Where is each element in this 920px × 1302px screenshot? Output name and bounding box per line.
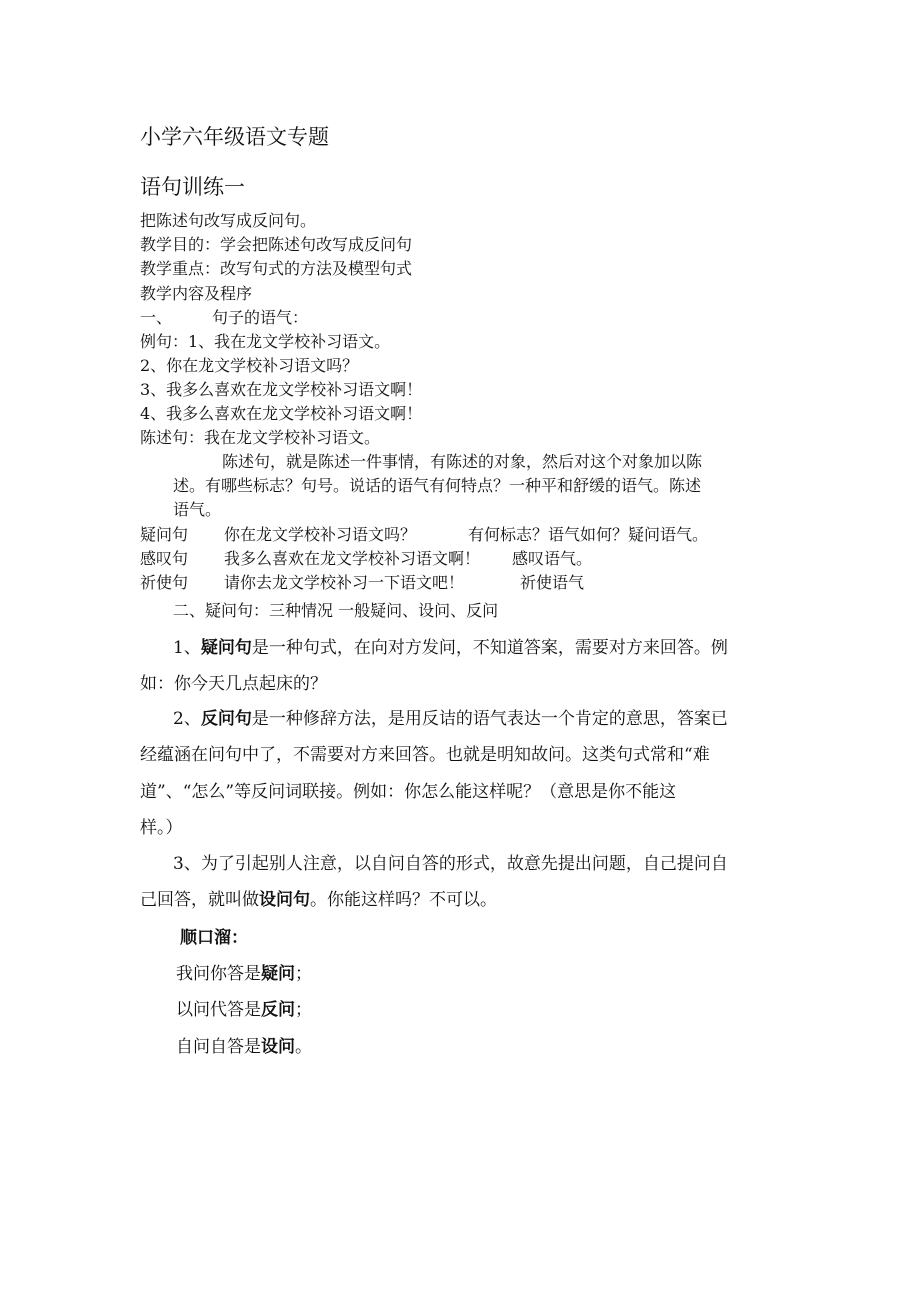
rhyme-3-pre: 自问自答是 bbox=[176, 1037, 261, 1057]
intro-line-2: 教学目的：学会把陈述句改写成反问句 bbox=[140, 235, 413, 254]
rhyme-2-term: 反问 bbox=[261, 1000, 295, 1020]
para-1-text: 是一种句式，在向对方发问，不知道答案，需要对方来回答。例 bbox=[251, 638, 728, 658]
imperative-example: 请你去龙文学校补习一下语文吧！ bbox=[224, 573, 465, 592]
para-2-line-3: 道”、“怎么”等反问词联接。例如：你怎么能这样呢？（意思是你不能这 bbox=[140, 782, 677, 802]
rhyme-2-post: ； bbox=[295, 1000, 312, 1020]
question-row bbox=[140, 524, 708, 546]
rhyme-line-3 bbox=[176, 1036, 312, 1058]
para-2-number: 2、 bbox=[173, 709, 201, 729]
exclamation-row bbox=[140, 548, 592, 570]
question-label: 疑问句 bbox=[140, 525, 189, 544]
rhyme-1-post: ； bbox=[295, 964, 312, 984]
section-1-number: 一、 bbox=[140, 308, 173, 327]
imperative-note: 祈使语气 bbox=[520, 573, 585, 592]
example-line-1: 例句：1、我在龙文学校补习语文。 bbox=[140, 332, 391, 351]
para-2-line-2: 经蕴涵在问句中了，不需要对方来回答。也就是明知故问。这类句式常和“难 bbox=[140, 745, 710, 765]
example-line-2: 2、你在龙文学校补习语文吗？ bbox=[140, 356, 359, 375]
question-note: 有何标志？语气如何？疑问语气。 bbox=[468, 525, 709, 544]
declarative-desc-line-1: 陈述句，就是陈述一件事情，有陈述的对象，然后对这个对象加以陈 bbox=[222, 452, 703, 471]
para-3-line-2 bbox=[140, 889, 497, 911]
para-2-term: 反问句 bbox=[200, 709, 252, 729]
rhyme-title-text: 顺口溜： bbox=[180, 928, 248, 948]
rhyme-title bbox=[180, 927, 248, 949]
para-1-number: 1、 bbox=[173, 638, 201, 658]
para-1-line-1 bbox=[173, 637, 728, 659]
rhyme-1-term: 疑问 bbox=[261, 964, 295, 984]
doc-subtitle: 语句训练一 bbox=[140, 175, 245, 199]
para-3-text-pre: 己回答，就叫做 bbox=[140, 890, 259, 910]
para-2-line-1 bbox=[173, 708, 728, 730]
para-3-term: 设问句 bbox=[259, 890, 310, 910]
para-3-line-1: 3、为了引起别人注意，以自问自答的形式，故意先提出问题，自己提问自 bbox=[173, 854, 728, 874]
para-2-line-4: 样。） bbox=[140, 818, 183, 838]
declarative-definition: 陈述句：我在龙文学校补习语文。 bbox=[140, 428, 381, 447]
rhyme-3-term: 设问 bbox=[261, 1037, 295, 1057]
rhyme-1-pre: 我问你答是 bbox=[176, 964, 261, 984]
imperative-label: 祈使句 bbox=[140, 573, 189, 592]
para-1-term: 疑问句 bbox=[200, 638, 252, 658]
exclamation-note: 感叹语气。 bbox=[512, 549, 593, 568]
para-1-line-2: 如：你今天几点起床的？ bbox=[140, 674, 327, 694]
para-2-text: 是一种修辞方法，是用反诘的语气表达一个肯定的意思，答案已 bbox=[251, 709, 728, 729]
declarative-desc-line-2: 述。有哪些标志？句号。说话的语气有何特点？一种平和舒缓的语气。陈述 bbox=[173, 476, 702, 495]
rhyme-line-1 bbox=[176, 963, 312, 985]
imperative-row bbox=[140, 572, 584, 594]
exclamation-label: 感叹句 bbox=[140, 549, 189, 568]
para-3-text-post: 。你能这样吗？不可以。 bbox=[310, 890, 497, 910]
section-1-title: 句子的语气： bbox=[212, 308, 309, 327]
exclamation-example: 我多么喜欢在龙文学校补习语文啊！ bbox=[224, 549, 481, 568]
section-2-heading: 二、疑问句：三种情况 一般疑问、设问、反问 bbox=[173, 601, 499, 620]
doc-title: 小学六年级语文专题 bbox=[140, 125, 329, 149]
question-example: 你在龙文学校补习语文吗？ bbox=[224, 525, 417, 544]
intro-line-4: 教学内容及程序 bbox=[140, 284, 253, 303]
rhyme-line-2 bbox=[176, 999, 312, 1021]
section-1-heading bbox=[140, 307, 308, 329]
example-line-3: 3、我多么喜欢在龙文学校补习语文啊！ bbox=[140, 380, 423, 399]
intro-line-3: 教学重点：改写句式的方法及模型句式 bbox=[140, 259, 413, 278]
rhyme-3-post: 。 bbox=[295, 1037, 312, 1057]
declarative-desc-line-3: 语气。 bbox=[173, 500, 222, 519]
example-line-4: 4、我多么喜欢在龙文学校补习语文啊！ bbox=[140, 404, 423, 423]
rhyme-2-pre: 以问代答是 bbox=[176, 1000, 261, 1020]
intro-line-1: 把陈述句改写成反问句。 bbox=[140, 211, 317, 230]
